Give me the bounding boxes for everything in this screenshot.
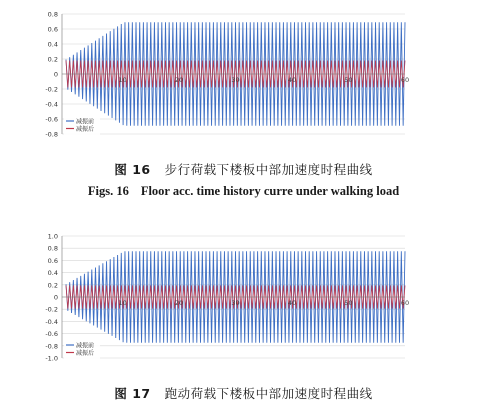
caption-fig16-en xyxy=(0,184,487,199)
chart-fig16 xyxy=(0,0,487,150)
y-tick-label: 1.0 xyxy=(47,232,58,241)
legend xyxy=(64,341,100,359)
x-tick-label: 60 xyxy=(400,299,410,307)
chart-fig17 xyxy=(0,224,487,366)
y-tick-label: 0.4 xyxy=(47,269,58,278)
x-tick-label: 30 xyxy=(231,76,240,84)
x-tick-label: 40 xyxy=(287,299,297,307)
legend xyxy=(64,117,100,135)
x-tick-label: 20 xyxy=(174,299,184,307)
y-tick-label: -0.4 xyxy=(45,100,58,109)
y-tick-label: -0.6 xyxy=(45,115,58,124)
y-tick-label: -0.4 xyxy=(45,317,58,326)
legend-label: 减振后 xyxy=(76,125,95,133)
legend-label: 减振前 xyxy=(76,342,95,350)
y-tick-label: 0.8 xyxy=(47,10,58,19)
x-tick-label: 30 xyxy=(231,299,240,307)
y-tick-label: 0.4 xyxy=(47,40,58,49)
legend-label: 减振前 xyxy=(76,118,95,126)
x-tick-label: 20 xyxy=(174,76,184,84)
y-tick-label: 0.6 xyxy=(47,25,58,34)
caption-fig17-cn xyxy=(0,384,487,402)
y-tick-label: -0.8 xyxy=(45,342,58,351)
y-tick-label: 0.2 xyxy=(47,55,58,64)
y-tick-label: 0 xyxy=(53,293,58,302)
y-tick-label: -1.0 xyxy=(45,354,58,363)
x-tick-label: 50 xyxy=(344,299,353,307)
x-tick-label: 10 xyxy=(118,76,127,84)
caption-fig17-label: 图 17 xyxy=(114,386,151,401)
x-tick-label: 60 xyxy=(400,76,410,84)
x-tick-label: 50 xyxy=(344,76,353,84)
y-tick-label: -0.2 xyxy=(45,305,58,314)
legend-label: 减振后 xyxy=(76,349,95,357)
x-tick-label: 40 xyxy=(287,76,297,84)
caption-fig16-text: 步行荷载下楼板中部加速度时程曲线 xyxy=(164,162,373,177)
caption-fig17-text: 跑动荷载下楼板中部加速度时程曲线 xyxy=(164,386,373,401)
y-tick-label: 0.6 xyxy=(47,256,58,265)
y-tick-label: -0.2 xyxy=(45,85,58,94)
caption-fig16-label: 图 16 xyxy=(114,162,151,177)
y-tick-label: -0.6 xyxy=(45,330,58,339)
y-tick-label: 0 xyxy=(53,70,58,79)
caption-fig16-en-label: Figs. 16 xyxy=(87,184,129,198)
y-tick-label: 0.2 xyxy=(47,281,58,290)
y-tick-label: -0.8 xyxy=(45,130,58,139)
y-tick-label: 0.8 xyxy=(47,244,58,253)
caption-fig16-cn xyxy=(0,160,487,178)
x-tick-label: 10 xyxy=(118,299,127,307)
caption-fig16-en-text: Floor acc. time history curre under walking load xyxy=(140,184,400,198)
